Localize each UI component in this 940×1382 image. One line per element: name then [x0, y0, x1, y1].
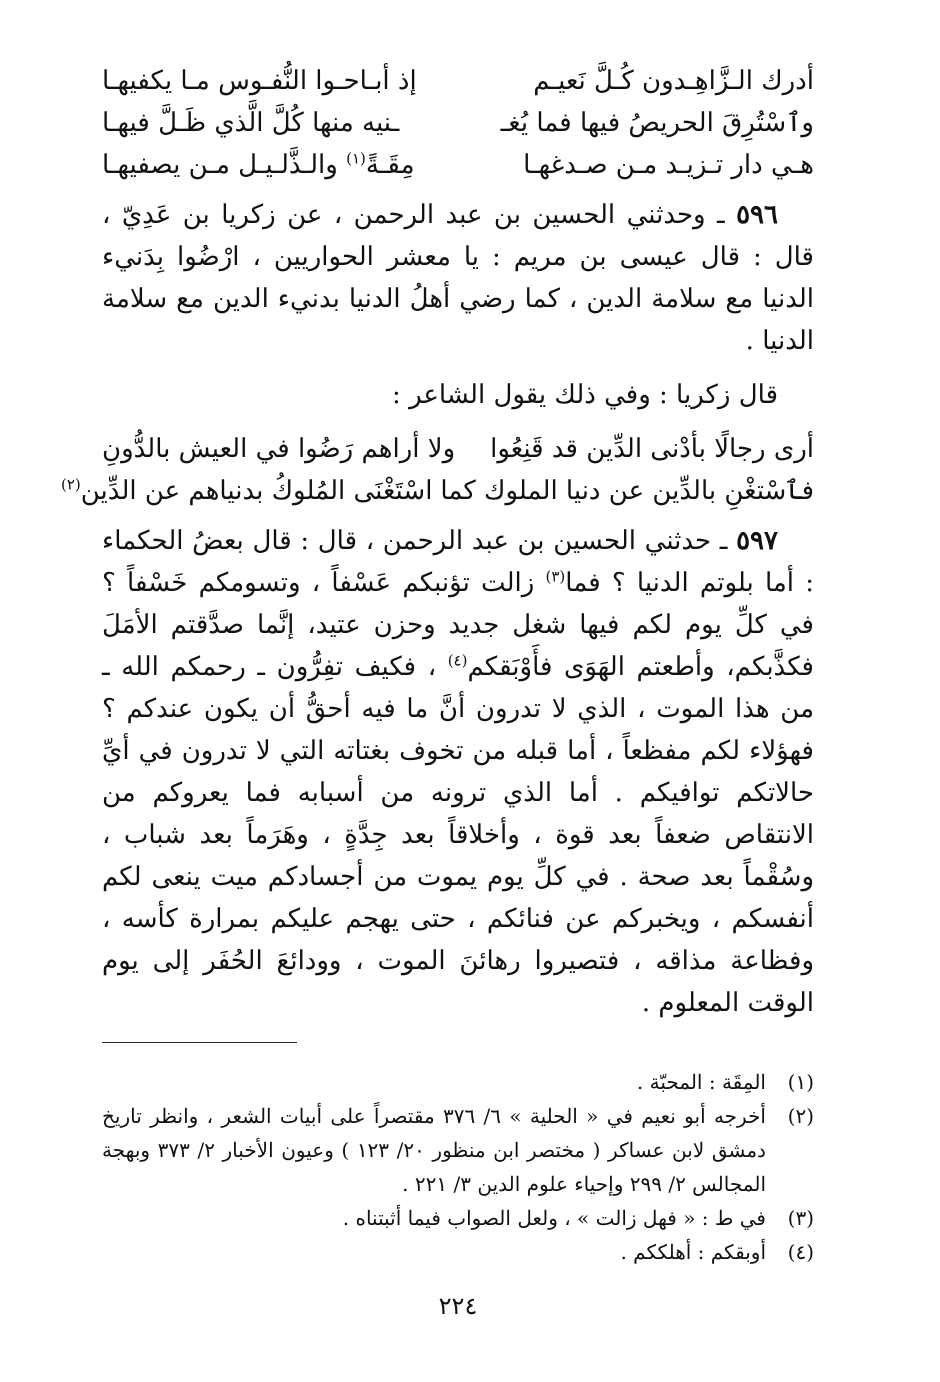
verse-hemistich-right: فٱسْتغْنِ بالدِّين عن دنيا الملوك كما	[440, 476, 814, 506]
verse-hemistich-left: ولا أراهم رَضُوا في العيش بالدُّونِ	[102, 434, 456, 464]
footnote-divider	[102, 1042, 297, 1043]
verse-hemistich-left	[102, 144, 415, 186]
footnote-item	[102, 1099, 814, 1201]
verse-hemistich-left: ـنيه منها كُلَّ الَّذي ظَـلَّ فيهـا	[102, 108, 400, 138]
verse-line	[102, 144, 814, 186]
footnote-marker: (١)	[346, 149, 366, 168]
footnote-number: (٢)	[787, 1104, 814, 1128]
verse-line	[102, 428, 814, 470]
paragraph-597	[102, 520, 814, 1024]
footnote-marker: (٤)	[447, 651, 468, 670]
verse-hemistich-right: أرى رجالًا بأدْنى الدِّين قد قَنِعُوا	[490, 434, 814, 464]
verse-line	[102, 60, 814, 102]
verse-word: والـذَّلـيـل مـن يصفيهـا	[102, 150, 347, 180]
verse-hemistich-left	[61, 470, 432, 512]
paragraph-text: زالت تؤنبكم عَسْفاً ، وتسومكم خَسْفاً ؟ في كلِّ يوم لكم فيها شغل جديد وحزن عتيد، إنَّما صدَّقتم الأمَلَ فكذَّبكم، وأطعتم الهَوَى فأَوْبَقكم	[102, 568, 814, 682]
book-page	[60, 60, 815, 1330]
verse-hemistich-right: وٱسْتُرِقَ الحريصُ فيها فما يُغـ	[500, 108, 814, 138]
footnote-text: أخرجه أبو نعيم في « الحلية » ٦/ ٣٧٦ مقتصراً على أبيات الشعر ، وانظر تاريخ دمشق لابن عساكر ( مختصر ابن منظور ٢٠/ ١٢٣ ) وعيون الأخبار ٢/ ٣٧٣ وبهجة المجالس ٢/ ٢٩٩ وإحياء علوم الدين ٣/ ٢٢١ .	[102, 1104, 766, 1196]
paragraph-596	[102, 194, 814, 362]
paragraph-number: ٥٩٦	[736, 200, 778, 230]
footnote-number: (٤)	[787, 1240, 814, 1264]
footnote-text: في ط : « فهل زالت » ، ولعل الصواب فيما أثبتناه .	[342, 1206, 766, 1230]
footnotes	[102, 1065, 814, 1269]
footnote-text: المِقَة : المحبّة .	[636, 1070, 766, 1094]
footnote-item	[102, 1065, 814, 1099]
paragraph-text: ـ وحدثني الحسين بن عبد الرحمن ، عن زكريا بن عَدِيّ ، قال : قال عيسى بن مريم : يا معشر الحواريين ، ارْضُوا بِدَنيء الدنيا مع سلامة الدين ، كما رضي أهلُ الدنيا بدنيء الدين مع سلامة الدنيا .	[102, 200, 814, 356]
verse-word: اسْتَغْنَى المُلوكُ بدنياهم عن الدِّين	[80, 476, 433, 506]
footnote-number: (١)	[787, 1070, 814, 1094]
verse-line	[102, 102, 814, 144]
paragraph-text: ، فكيف تفِرُّون ـ رحمكم الله ـ من هذا الموت ، الذي لا تدرون أنَّ ما فيه أحقُّ أن يكون عندكم ؟ فهؤلاء لكم مفظعاً ، أما قبله من تخوف بغتاته التي لا تدرون في أيِّ حالاتكم توافيكم . أما الذي ترونه من أسبابه فما يعروكم من الانتقاص ضعفاً بعد قوة ، وأخلاقاً بعد جِدَّةٍ ، وهَرَماً بعد شباب ، وسُقْماً بعد صحة . في كلِّ يوم يموت من أجسادكم ميت ينعى لكم أنفسكم ، ويخبركم عن فنائكم ، حتى يهجم عليكم بمرارة كأسه ، وفظاعة مذاقه ، فتصيروا رهائنَ الموت ، وودائعَ الحُفَر إلى يوم الوقت المعلوم .	[102, 652, 815, 1018]
verse-hemistich-right: أدرك الـزَّاهِـدون كُـلَّ نَعيـم	[533, 66, 814, 96]
paragraph-zakariya: قال زكريا : وفي ذلك يقول الشاعر :	[392, 380, 778, 410]
footnote-marker: (٣)	[545, 567, 566, 586]
verse-word: مِقَـةً	[365, 150, 415, 180]
footnote-text: أوبقكم : أهلككم .	[620, 1240, 766, 1264]
verse-hemistich-right: هـي دار تـزيـد مـن صـدغهـا	[523, 150, 814, 180]
verse-hemistich-left: إذ أبـاحـوا النُّفـوس مـا يكفيهـا	[102, 66, 417, 96]
paragraph-number: ٥٩٧	[736, 526, 778, 556]
verse-line	[60, 470, 814, 512]
footnote-number: (٣)	[787, 1206, 814, 1230]
poem-middle	[60, 428, 814, 512]
page-number: ٢٢٤	[438, 1292, 478, 1320]
footnote-item	[102, 1235, 814, 1269]
footnote-item	[102, 1201, 814, 1235]
paragraph-text: ـ حدثني الحسين بن عبد الرحمن ، قال : قال بعضُ الحكماء : أما بلوتم الدنيا ؟ فما	[102, 526, 814, 598]
footnote-marker: (٢)	[60, 475, 81, 494]
poem-top	[102, 60, 814, 186]
